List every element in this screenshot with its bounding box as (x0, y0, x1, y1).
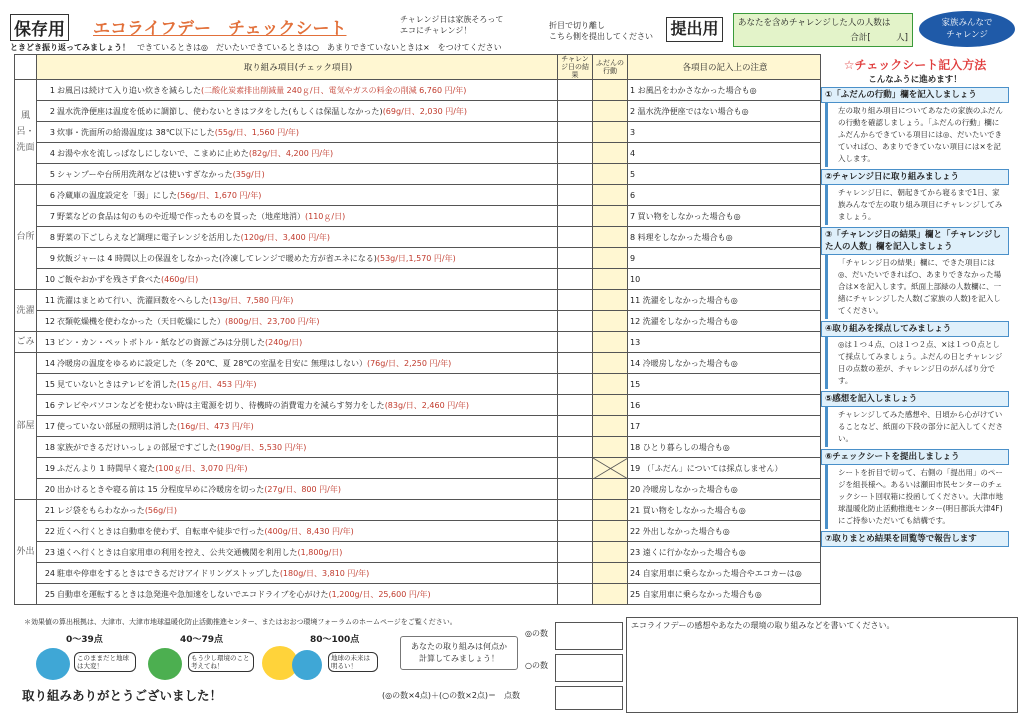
check-item (37, 311, 558, 332)
usual-action-cell[interactable] (593, 563, 628, 584)
usual-action-cell[interactable] (593, 227, 628, 248)
challenge-result-cell[interactable] (558, 101, 593, 122)
calc-line1: あなたの取り組みは何点か (411, 642, 507, 651)
item-effect: (82g/日、4,200 円/年) (248, 148, 334, 158)
table-row (15, 269, 821, 290)
check-item (37, 164, 558, 185)
check-item (37, 227, 558, 248)
item-note: 25 自家用車に乗らなかった場合も◎ (628, 584, 821, 605)
family-challenge-badge (919, 11, 1015, 47)
step-heading: ⑥チェックシートを提出しましょう (821, 449, 1009, 465)
table-row (15, 227, 821, 248)
challenge-result-cell[interactable] (558, 122, 593, 143)
item-text: 近くへ行くときは自動車を使わず、自転車や徒歩で行った (57, 526, 265, 536)
table-row (15, 101, 821, 122)
item-text: 冷暖房の温度をゆるめに設定した（冬 20℃、夏 28℃の室温を目安に 無理はしない） (57, 358, 367, 368)
worried-earth-icon (148, 648, 182, 680)
table-row (15, 80, 821, 101)
item-number: 5 (49, 169, 55, 179)
check-item (37, 332, 558, 353)
comment-prompt: エコライフデーの感想やあなたの環境の取り組みなどを書いてください。 (631, 621, 895, 630)
step-body: チャレンジしてみた感想や、日頃から心がけていることなど、紙面の下段の部分に記入してください。 (825, 407, 1009, 447)
usual-action-cell[interactable] (593, 80, 628, 101)
item-text: レジ袋をもらわなかった (57, 505, 145, 515)
step-body: ◎は１つ４点、○は１つ２点、×は１つ０点として採点してみましょう。ふだんの日とチャレンジ日の点数の差が、チャレンジ日のがんばり分です。 (825, 337, 1009, 389)
challenge-result-cell[interactable] (558, 374, 593, 395)
challenge-result-cell[interactable] (558, 227, 593, 248)
table-row (15, 458, 821, 479)
item-note: 24 自家用車に乗らなかった場合やエコカーは◎ (628, 563, 821, 584)
item-effect: (1,800g/日) (297, 547, 343, 557)
challenge-result-cell[interactable] (558, 416, 593, 437)
check-item (37, 374, 558, 395)
check-item (37, 437, 558, 458)
item-note: 17 (628, 416, 821, 437)
high-score-bubble: 地球の未来は明るい！ (328, 652, 378, 672)
usual-action-cell[interactable] (593, 206, 628, 227)
challenge-result-cell[interactable] (558, 521, 593, 542)
single-circle-count-label: ○の数 (525, 661, 548, 670)
step-heading: ⑤感想を記入しましょう (821, 391, 1009, 407)
cross-mark-icon (593, 458, 628, 479)
item-note: 23 遠くに行かなかった場合も◎ (628, 542, 821, 563)
item-number: 14 (44, 358, 55, 368)
item-text: シャンプーや台所用洗剤などは使いすぎなかった (57, 169, 233, 179)
item-text: 出かけるときや寝る前は 15 分程度早めに冷暖房を切った (57, 484, 265, 494)
check-item (37, 185, 558, 206)
item-note: 20 冷暖房しなかった場合も◎ (628, 479, 821, 500)
usual-action-cell[interactable] (593, 311, 628, 332)
usual-action-cell[interactable] (593, 437, 628, 458)
table-row (15, 164, 821, 185)
check-item (37, 500, 558, 521)
sad-earth-icon (36, 648, 70, 680)
section-label: 洗濯 (15, 290, 37, 332)
item-effect: (190g/日、5,530 円/年) (217, 442, 307, 452)
instructions-title: ☆チェックシート記入方法 (843, 58, 987, 72)
item-effect: (800g/日、23,700 円/年) (225, 316, 320, 326)
item-number: 11 (44, 295, 55, 305)
item-text: 使っていない部屋の照明は消した (57, 421, 177, 431)
challenge-result-cell[interactable] (558, 563, 593, 584)
badge-line2: チャレンジ (946, 30, 988, 40)
usual-action-cell[interactable] (593, 143, 628, 164)
item-effect: (100ｇ/日、3,070 円/年) (155, 463, 248, 473)
check-item (37, 122, 558, 143)
challenge-result-cell[interactable] (558, 248, 593, 269)
family-note-line1: チャレンジ日は家族そろって (400, 15, 504, 24)
score-range-low: 0〜39点 (66, 635, 103, 645)
mid-score-bubble: もう少し環境のこと考えてね！ (188, 652, 254, 672)
challenge-result-cell[interactable] (558, 500, 593, 521)
item-text: テレビやパソコンなどを使わない時は主電源を切り、待機時の消費電力を減らす努力をした (57, 400, 385, 410)
usual-action-cell[interactable] (593, 185, 628, 206)
usual-action-cell[interactable] (593, 164, 628, 185)
challenge-result-cell[interactable] (558, 164, 593, 185)
double-circle-count-input[interactable] (555, 622, 623, 650)
item-note: 10 (628, 269, 821, 290)
item-text: 野菜などの食品は旬のものや近場で作ったものを買った（地産地消） (57, 211, 305, 221)
step-heading: ③「チャレンジ日の結果」欄と「チャレンジした人の人数」欄を記入しましょう (821, 227, 1009, 255)
item-effect: (56g/日) (144, 505, 178, 515)
item-number: 15 (44, 379, 55, 389)
score-total-input[interactable] (555, 686, 623, 710)
item-text: 遠くへ行くときは自家用車の利用を控え、公共交通機関を利用した (57, 547, 298, 557)
item-text: 炊飯ジャーは 4 時間以上の保温をしなかった(冷凍してレンジで暖めた方が省エネになる) (57, 253, 377, 263)
item-effect: (400g/日、8,430 円/年) (264, 526, 354, 536)
participant-count-box[interactable] (733, 13, 913, 47)
participant-count-total[interactable]: 合計[ 人] (850, 33, 908, 43)
item-note: 21 買い物をしなかった場合も◎ (628, 500, 821, 521)
section-label: 台所 (15, 185, 37, 290)
section-label: 風呂・洗面 (15, 80, 37, 185)
item-number: 22 (44, 526, 55, 536)
table-row (15, 248, 821, 269)
item-effect: (240g/日) (265, 337, 303, 347)
challenge-result-cell[interactable] (558, 311, 593, 332)
item-number: 1 (49, 85, 55, 95)
usual-column-header: ふだんの行動 (593, 55, 628, 80)
table-row (15, 395, 821, 416)
fold-note-line2: こちら側を提出してください (549, 32, 653, 41)
score-formula: (◎の数×4点)＋(○の数×2点)＝ 点数 (382, 691, 521, 700)
item-text: 野菜の下ごしらえなど調理に電子レンジを活用した (57, 232, 241, 242)
item-number: 9 (49, 253, 55, 263)
mark-legend: できているときは◎ だいたいできているときは○ あまりできていないときは× をつけてください (137, 43, 502, 52)
item-note: 12 洗濯をしなかった場合も◎ (628, 311, 821, 332)
usual-action-cell[interactable] (593, 500, 628, 521)
section-label: 外出 (15, 500, 37, 605)
check-item (37, 101, 558, 122)
item-text: 温水洗浄便座は温度を低めに調節し、使わないときはフタをした(もしくは保温しなかった) (57, 106, 383, 116)
check-item (37, 395, 558, 416)
table-row (15, 563, 821, 584)
item-note: 3 (628, 122, 821, 143)
step-heading: ②チャレンジ日に取り組みましょう (821, 169, 1009, 185)
comment-box[interactable] (626, 617, 1018, 713)
item-effect: (1,200g/日、25,600 円/年) (328, 589, 431, 599)
item-note: 7 買い物をしなかった場合も◎ (628, 206, 821, 227)
submit-copy-label: 提出用 (666, 17, 723, 42)
usual-action-cell[interactable] (593, 353, 628, 374)
item-number: 17 (44, 421, 55, 431)
keep-copy-label: 保存用 (10, 14, 69, 41)
item-number: 7 (49, 211, 55, 221)
step-heading: ④取り組みを採点してみましょう (821, 321, 1009, 337)
challenge-column-header: チャレンジ日の結果 (558, 55, 593, 80)
item-note: 6 (628, 185, 821, 206)
item-text: ビン・カン・ペットボトル・紙などの資源ごみは分別した (57, 337, 265, 347)
check-item (37, 290, 558, 311)
item-effect: (110ｇ/日) (305, 211, 346, 221)
item-text: ご飯やおかずを残さず食べた (57, 274, 161, 284)
item-number: 2 (49, 106, 55, 116)
item-number: 20 (44, 484, 55, 494)
usual-action-cell[interactable] (593, 290, 628, 311)
item-number: 8 (49, 232, 55, 242)
checklist-table (14, 54, 821, 605)
item-effect: (27g/日、800 円/年) (264, 484, 341, 494)
item-effect: (35g/日) (232, 169, 265, 179)
item-effect: (56g/日、1,670 円/年) (177, 190, 262, 200)
challenge-result-cell[interactable] (558, 542, 593, 563)
check-item (37, 353, 558, 374)
item-note: 22 外出しなかった場合も◎ (628, 521, 821, 542)
badge-line1: 家族みんなで (941, 18, 993, 28)
item-text: 自動車を運転するときは急発進や急加速をしないでエコドライブを心がけた (57, 589, 329, 599)
item-text: お湯や水を流しっぱなしにしないで、こまめに止めた (57, 148, 249, 158)
family-note (400, 14, 503, 36)
instructions-subtitle: こんなふうに進めます！ (868, 75, 962, 85)
item-number: 10 (44, 274, 55, 284)
item-effect: (180g/日、3,810 円/年) (279, 568, 370, 578)
usual-action-cell[interactable] (593, 332, 628, 353)
family-note-line2: エコにチャレンジ！ (400, 26, 472, 35)
item-effect: (460g/日) (161, 274, 199, 284)
item-text: 炊事・洗面所の給湯温度は 38℃以下にした (57, 127, 215, 137)
score-range-high: 80〜100点 (310, 635, 360, 645)
review-note: ときどき振り返ってみましょう！ (10, 43, 130, 52)
challenge-result-cell[interactable] (558, 290, 593, 311)
item-number: 3 (49, 127, 55, 137)
challenge-result-cell[interactable] (558, 80, 593, 101)
item-note: 18 ひとり暮らしの場合も◎ (628, 437, 821, 458)
item-text: 見ていないときはテレビを消した (57, 379, 177, 389)
challenge-result-cell[interactable] (558, 185, 593, 206)
calc-line2: 計算してみましょう！ (419, 654, 499, 663)
item-number: 21 (44, 505, 55, 515)
challenge-result-cell[interactable] (558, 479, 593, 500)
step-heading: ⑦取りまとめ結果を回覧等で報告します (821, 531, 1009, 547)
challenge-result-cell[interactable] (558, 437, 593, 458)
table-row (15, 206, 821, 227)
item-effect: (120g/日、3,400 円/年) (240, 232, 331, 242)
item-effect: (16g/日、473 円/年) (177, 421, 254, 431)
happy-earth-icon (292, 650, 322, 680)
table-row (15, 353, 821, 374)
usual-action-cell[interactable] (593, 122, 628, 143)
table-row (15, 311, 821, 332)
item-text: 冷蔵庫の温度設定を「弱」にした (57, 190, 177, 200)
item-note: 15 (628, 374, 821, 395)
item-note: 14 冷暖房しなかった場合も◎ (628, 353, 821, 374)
check-item (37, 479, 558, 500)
check-item (37, 521, 558, 542)
step-body: チャレンジ日に、朝起きてから寝るまで1日、家族みんなで左の取り組み項目にチャレンジしてみましょう。 (825, 185, 1009, 225)
challenge-result-cell[interactable] (558, 206, 593, 227)
item-text: 駐車や停車をするときはできるだけアイドリングストップした (57, 568, 280, 578)
section-header (15, 55, 37, 80)
fold-note (549, 20, 653, 42)
table-row (15, 290, 821, 311)
single-circle-count-input[interactable] (555, 654, 623, 682)
item-text: 衣類乾燥機を使わなかった（天日乾燥にした） (57, 316, 225, 326)
item-number: 19 (44, 463, 55, 473)
item-note: 2 温水洗浄便座ではない場合も◎ (628, 101, 821, 122)
item-number: 16 (44, 400, 55, 410)
table-row (15, 479, 821, 500)
item-number: 25 (44, 589, 55, 599)
item-effect: (53g/日,1,570 円/年) (376, 253, 456, 263)
item-effect: (69g/日、2,030 円/年) (382, 106, 468, 116)
low-score-bubble: このままだと地球は大変！ (74, 652, 136, 672)
check-item (37, 542, 558, 563)
item-note: 19 （「ふだん」については採点しません） (628, 458, 821, 479)
item-note: 9 (628, 248, 821, 269)
section-label: ごみ (15, 332, 37, 353)
participant-count-label: あなたを含めチャレンジした人の人数は (738, 18, 891, 28)
item-number: 18 (44, 442, 55, 452)
check-item (37, 416, 558, 437)
thanks-message: 取り組みありがとうございました！ (22, 688, 223, 703)
check-item (37, 206, 558, 227)
usual-action-cell[interactable] (593, 395, 628, 416)
item-number: 13 (44, 337, 55, 347)
item-number: 24 (44, 568, 55, 578)
check-item (37, 563, 558, 584)
check-item (37, 458, 558, 479)
page-title: エコライフデー チェックシート (93, 19, 347, 39)
item-text: ふだんより 1 時間早く寝た (57, 463, 156, 473)
item-note: 4 (628, 143, 821, 164)
usual-action-cell[interactable] (593, 584, 628, 605)
table-row (15, 416, 821, 437)
table-row (15, 542, 821, 563)
item-column-header: 取り組み項目(チェック項目) (37, 55, 558, 80)
effect-source-note: ＊効果値の算出根拠は、大津市、大津市地球温暖化防止活動推進センター、またはおおつ環境フォーラムのホームページをご覧ください。 (24, 618, 457, 626)
usual-action-cell[interactable] (593, 101, 628, 122)
table-row (15, 584, 821, 605)
step-body: 「チャレンジ日の結果」欄に、できた項目には◎、だいたいできれば○、あまりできなかった場合は×を記入します。紙面上部緑の人数欄に、一緒にチャレンジした人数(ご家族の人数)を記入してください。 (825, 255, 1009, 319)
item-number: 6 (49, 190, 55, 200)
fold-note-line1: 折目で切り離し (549, 21, 605, 30)
item-effect: (55g/日、1,560 円/年) (214, 127, 300, 137)
item-effect: (二酸化炭素排出削減量 240ｇ/日、電気やガスの料金の削減 6,760 円/年) (201, 85, 467, 95)
usual-action-cell[interactable] (593, 542, 628, 563)
check-item (37, 80, 558, 101)
item-effect: (76g/日、2,250 円/年) (366, 358, 452, 368)
table-row (15, 500, 821, 521)
usual-not-scored-cell (593, 458, 628, 479)
check-item (37, 143, 558, 164)
usual-action-cell[interactable] (593, 374, 628, 395)
usual-action-cell[interactable] (593, 416, 628, 437)
step-heading: ①「ふだんの行動」欄を記入しましょう (821, 87, 1009, 103)
step-body: 左の取り組み項目についてあなたの家族のふだんの行動を確認しましょう。「ふだんの行動」欄にふだんからできている項目には◎、だいたいできていれば○、あまりできていない項目には×を記入します。 (825, 103, 1009, 167)
usual-action-cell[interactable] (593, 479, 628, 500)
item-effect: (13g/日、7,580 円/年) (209, 295, 294, 305)
item-number: 4 (49, 148, 55, 158)
challenge-result-cell[interactable] (558, 584, 593, 605)
item-number: 12 (44, 316, 55, 326)
table-row (15, 521, 821, 542)
table-row (15, 185, 821, 206)
score-range-mid: 40〜79点 (180, 635, 224, 645)
instructions-panel (821, 54, 1009, 614)
table-row (15, 143, 821, 164)
item-effect: (83g/日、2,460 円/年) (384, 400, 470, 410)
item-text: お風呂は続けて入り追い炊きを減らした (57, 85, 201, 95)
challenge-result-cell[interactable] (558, 458, 593, 479)
item-note: 8 料理をしなかった場合も◎ (628, 227, 821, 248)
item-note: 16 (628, 395, 821, 416)
challenge-result-cell[interactable] (558, 353, 593, 374)
step-body: シートを折目で切って、右側の「提出用」のページを組長様へ。あるいは瀬田市民センターのチェックシート回収箱に投函してください。大津市地球温暖化防止活動推進センター(明日都浜大津4F)にご持参いただいても結構です。 (825, 465, 1009, 529)
challenge-result-cell[interactable] (558, 143, 593, 164)
challenge-result-cell[interactable] (558, 269, 593, 290)
check-item (37, 248, 558, 269)
item-note: 11 洗濯をしなかった場合も◎ (628, 290, 821, 311)
challenge-result-cell[interactable] (558, 332, 593, 353)
item-note: 5 (628, 164, 821, 185)
usual-action-cell[interactable] (593, 248, 628, 269)
check-item (37, 269, 558, 290)
double-circle-count-label: ◎の数 (525, 629, 548, 638)
usual-action-cell[interactable] (593, 521, 628, 542)
usual-action-cell[interactable] (593, 269, 628, 290)
section-label: 部屋 (15, 353, 37, 500)
item-note: 13 (628, 332, 821, 353)
note-column-header: 各項目の記入上の注意 (628, 55, 821, 80)
challenge-result-cell[interactable] (558, 395, 593, 416)
check-item (37, 584, 558, 605)
table-row (15, 374, 821, 395)
table-row (15, 437, 821, 458)
score-calc-prompt (400, 636, 518, 670)
item-effect: (15ｇ/日、453 円/年) (176, 379, 257, 389)
item-text: 家族ができるだけいっしょの部屋ですごした (57, 442, 217, 452)
table-row (15, 122, 821, 143)
item-number: 23 (44, 547, 55, 557)
item-note: 1 お風呂をわかさなかった場合も◎ (628, 80, 821, 101)
item-text: 洗濯はまとめて行い、洗濯回数をへらした (57, 295, 209, 305)
table-row (15, 332, 821, 353)
